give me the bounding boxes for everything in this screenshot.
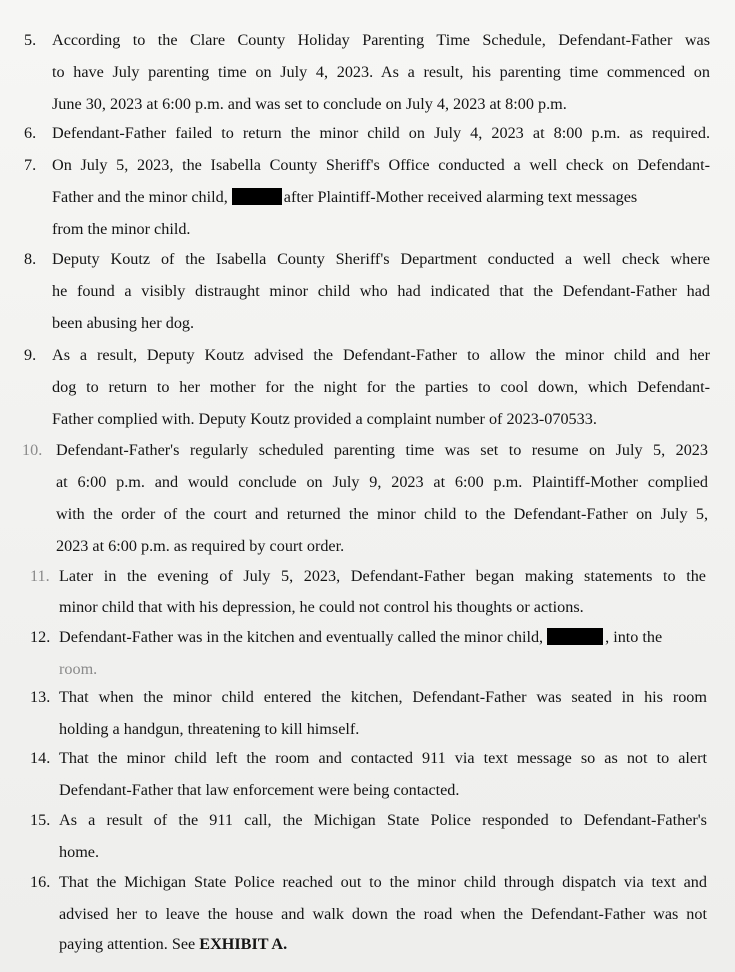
paragraph-number: 11. [30,567,50,585]
paragraph-line: from the minor child. [52,220,191,238]
paragraph-number: 8. [24,250,37,268]
paragraph-line: As a result, Deputy Koutz advised the Defendant-Father to allow the minor child and her [52,346,710,364]
paragraph-line: he found a visibly distraught minor child who had indicated that the Defendant-Father had [52,282,710,300]
paragraph-line: Deputy Koutz of the Isabella County Sheriff's Department conducted a well check where [52,250,710,268]
paragraph-line: dog to return to her mother for the night for the parties to cool down, which Defendant- [52,378,710,396]
paragraph-line: minor child that with his depression, he could not control his thoughts or actions. [59,598,584,616]
paragraph-number: 12. [30,628,51,646]
line-text: Father and the minor child, [52,188,228,206]
paragraph-line: June 30, 2023 at 6:00 p.m. and was set to conclude on July 4, 2023 at 8:00 p.m. [52,95,567,113]
redaction-bar [547,628,603,645]
paragraph-line: Defendant-Father's regularly scheduled parenting time was set to resume on July 5, 2023 [56,441,708,459]
paragraph-number: 14. [30,749,51,767]
paragraph-line: As a result of the 911 call, the Michigan State Police responded to Defendant-Father's [59,811,707,829]
paragraph-line: That the minor child left the room and contacted 911 via text message so as not to alert [59,749,707,767]
paragraph-number: 6. [24,124,37,142]
paragraph-line: Later in the evening of July 5, 2023, Defendant-Father began making statements to the [59,567,706,585]
paragraph-line: That the Michigan State Police reached out to the minor child through dispatch via text and [59,873,707,891]
paragraph-number: 15. [30,811,51,829]
line-text: after Plaintiff-Mother received alarming text messages [283,188,638,206]
exhibit-reference: EXHIBIT A. [199,935,288,953]
paragraph-line [59,928,287,960]
paragraph-number: 16. [30,873,51,891]
paragraph-line: been abusing her dog. [52,314,195,332]
paragraph-number: 13. [30,688,51,706]
paragraph-line: home. [59,843,100,861]
paragraph-line: room. [59,660,98,678]
line-text: paying attention. See [59,935,196,953]
paragraph-number: 5. [24,31,37,49]
paragraph-number: 10. [22,441,43,459]
paragraph-number: 7. [24,156,37,174]
paragraph-line: at 6:00 p.m. and would conclude on July 9, 2023 at 6:00 p.m. Plaintiff-Mother complied [56,473,708,491]
paragraph-line: Defendant-Father failed to return the minor child on July 4, 2023 at 8:00 p.m. as required. [52,124,710,142]
paragraph-line: advised her to leave the house and walk down the road when the Defendant-Father was not [59,905,707,923]
redaction-bar [232,188,282,205]
paragraph-line: That when the minor child entered the kitchen, Defendant-Father was seated in his room [59,688,707,706]
paragraph-line: Defendant-Father that law enforcement were being contacted. [59,781,460,799]
paragraph-line: with the order of the court and returned the minor child to the Defendant-Father on July 5, [56,505,708,523]
line-text: , into the [605,628,663,646]
paragraph-line: Father complied with. Deputy Koutz provided a complaint number of 2023-070533. [52,410,597,428]
paragraph-number: 9. [24,346,37,364]
paragraph-line: On July 5, 2023, the Isabella County Sheriff's Office conducted a well check on Defendant- [52,156,710,174]
paragraph-line [59,621,707,653]
paragraph-line: holding a handgun, threatening to kill himself. [59,720,360,738]
line-text: Defendant-Father was in the kitchen and eventually called the minor child, [59,628,544,646]
paragraph-line: According to the Clare County Holiday Parenting Time Schedule, Defendant-Father was [52,31,710,49]
paragraph-line: to have July parenting time on July 4, 2023. As a result, his parenting time commenced on [52,63,710,81]
paragraph-line: 2023 at 6:00 p.m. as required by court order. [56,537,345,555]
paragraph-line [52,181,710,213]
